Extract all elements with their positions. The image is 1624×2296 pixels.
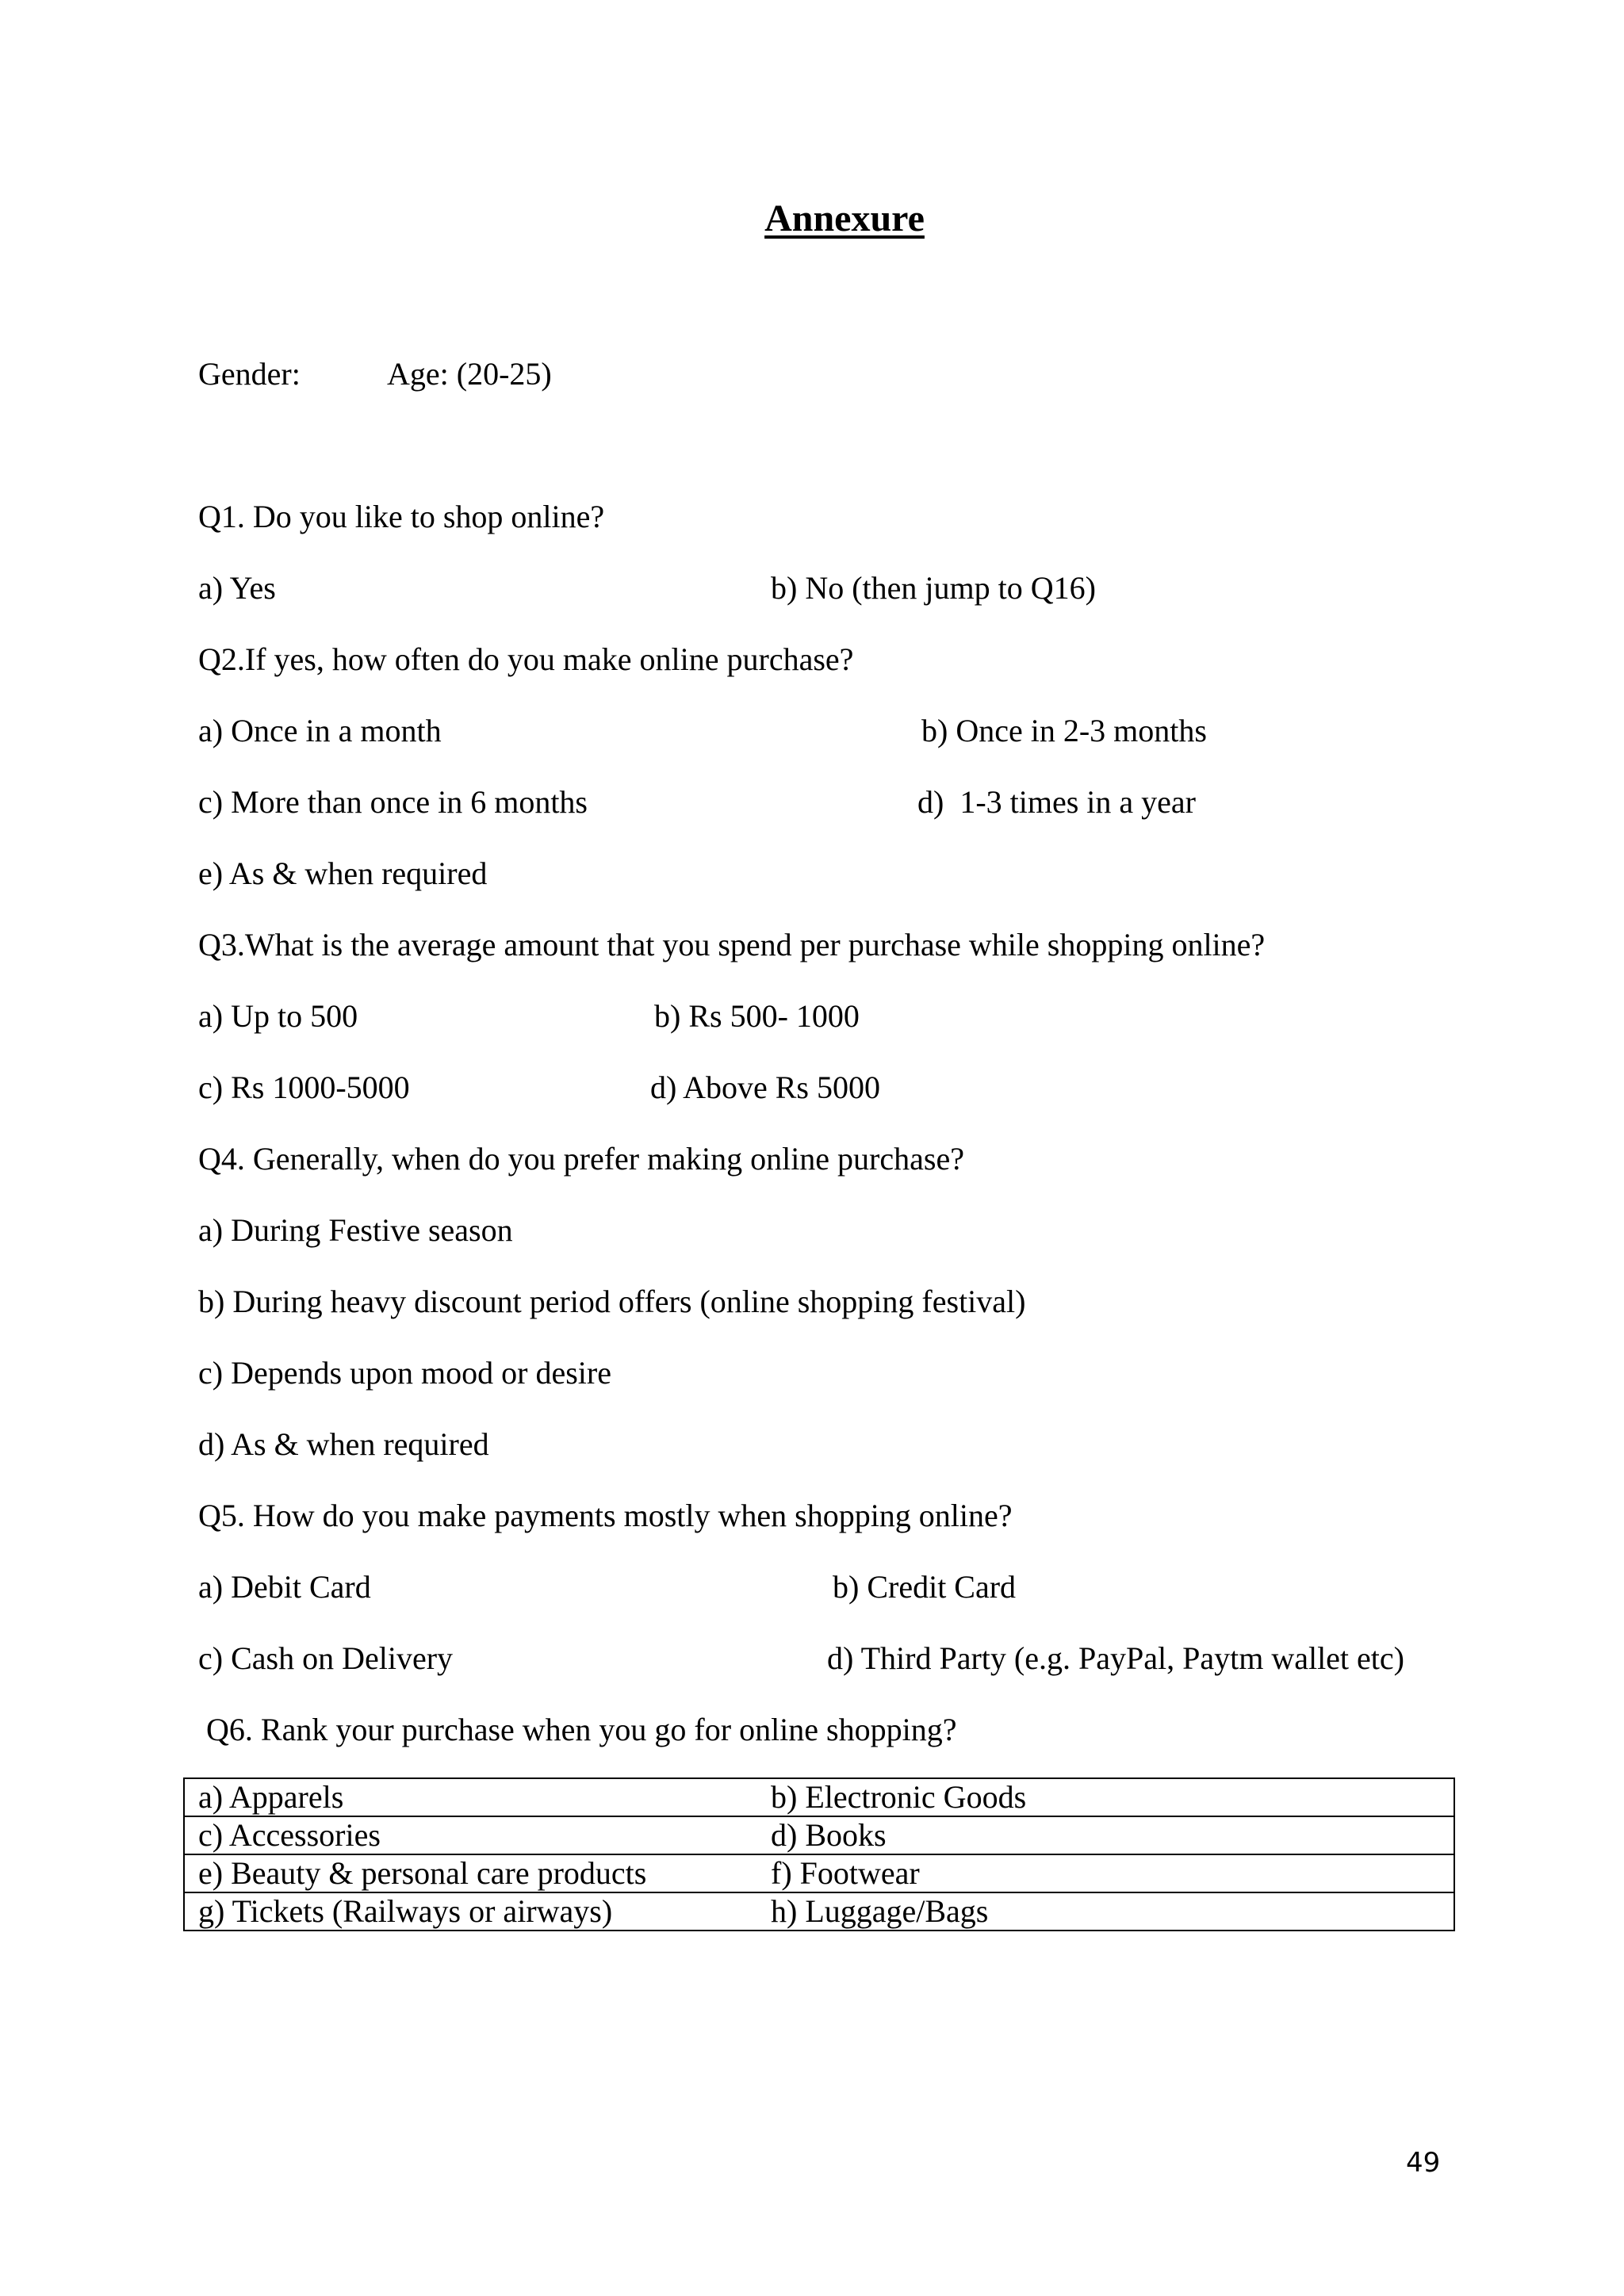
q4-question: Q4. Generally, when do you prefer making online purchase?: [198, 1141, 964, 1177]
q2-option-a: a) Once in a month: [198, 713, 442, 748]
q5-option-c: c) Cash on Delivery: [198, 1640, 454, 1676]
q4-option-a: a) During Festive season: [198, 1212, 513, 1248]
age-label: Age: (20-25): [387, 356, 552, 392]
q6-question: Q6. Rank your purchase when you go for online shopping?: [206, 1712, 957, 1747]
table-row: [184, 1854, 1454, 1892]
q3-option-a: a) Up to 500: [198, 998, 358, 1034]
q2-question: Q2.If yes, how often do you make online purchase?: [198, 641, 854, 677]
q3-option-c: c) Rs 1000-5000: [198, 1070, 410, 1105]
table-row: [184, 1816, 1454, 1854]
table-cell: g) Tickets (Railways or airways): [184, 1892, 771, 1931]
q1-option-b: b) No (then jump to Q16): [771, 570, 1096, 606]
table-cell: h) Luggage/Bags: [771, 1892, 1454, 1931]
q4-option-d: d) As & when required: [198, 1426, 489, 1462]
q2-option-e: e) As & when required: [198, 855, 488, 891]
q1-question: Q1. Do you like to shop online?: [198, 499, 605, 534]
q5-question: Q5. How do you make payments mostly when shopping online?: [198, 1498, 1013, 1533]
q3-option-b: b) Rs 500- 1000: [654, 998, 860, 1034]
q3-option-d: d) Above Rs 5000: [650, 1070, 880, 1105]
table-cell: a) Apparels: [184, 1778, 771, 1816]
table-row: [184, 1892, 1454, 1931]
q1-option-a: a) Yes: [198, 570, 276, 606]
q5-option-a: a) Debit Card: [198, 1569, 371, 1605]
table-cell: b) Electronic Goods: [771, 1778, 1454, 1816]
table-row: [184, 1778, 1454, 1816]
q2-option-b: b) Once in 2-3 months: [921, 713, 1207, 748]
q4-option-c: c) Depends upon mood or desire: [198, 1355, 611, 1391]
table-cell: d) Books: [771, 1816, 1454, 1854]
q5-option-d: d) Third Party (e.g. PayPal, Paytm wallet etc): [827, 1640, 1404, 1676]
rank-table: [183, 1777, 1455, 1931]
q5-option-b: b) Credit Card: [833, 1569, 1017, 1605]
q2-option-d: d) 1-3 times in a year: [917, 784, 1196, 820]
gender-label: Gender:: [198, 356, 301, 392]
table-cell: c) Accessories: [184, 1816, 771, 1854]
page-number: 49: [1406, 2147, 1441, 2179]
q3-question: Q3.What is the average amount that you spend per purchase while shopping online?: [198, 927, 1266, 962]
q2-option-c: c) More than once in 6 months: [198, 784, 588, 820]
table-cell: f) Footwear: [771, 1854, 1454, 1892]
page-title: Annexure: [764, 197, 925, 239]
q4-option-b: b) During heavy discount period offers (online shopping festival): [198, 1284, 1026, 1319]
table-cell: e) Beauty & personal care products: [184, 1854, 771, 1892]
